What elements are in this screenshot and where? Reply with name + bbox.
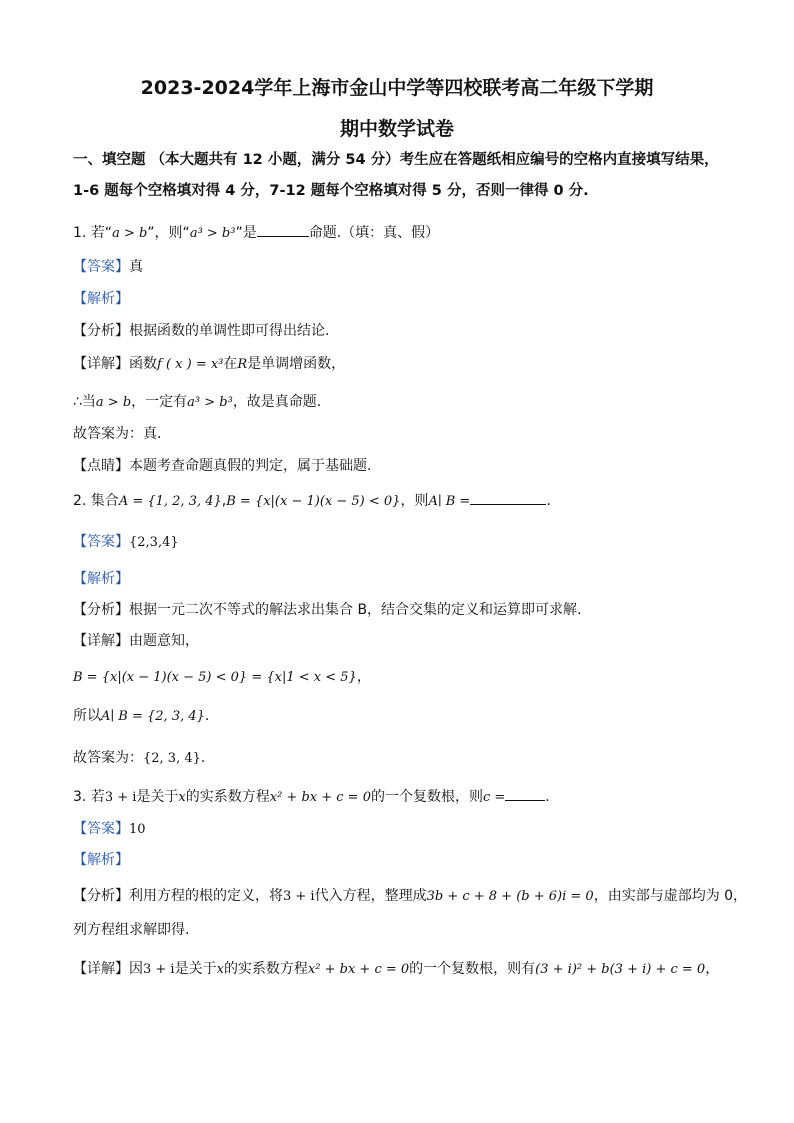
- q2-result-text: A∣ B = {2, 3, 4}: [101, 709, 205, 724]
- section-heading: 一、填空题 （本大题共有 12 小题，满分 54 分）考生应在答题纸相应编号的空格内直接填写结果，1-6 题每个空格填对得 4 分，7-12 题每个空格填对得 5 分，否则一律得 0 分.: [73, 152, 719, 199]
- q2-analysis: [73, 568, 129, 588]
- document-subtitle: 期中数学试卷: [339, 118, 454, 140]
- q2-final-end: .: [200, 750, 206, 766]
- q3-detail-d: 的一个复数根，则有: [409, 961, 536, 977]
- q3-detail-a: 因: [129, 961, 143, 977]
- q3-end: .: [545, 789, 550, 805]
- answer-tag: 【答案】: [73, 259, 129, 275]
- q3-detail: [73, 958, 719, 978]
- q1-detail-a: 函数: [129, 356, 157, 372]
- question-1: [73, 222, 439, 242]
- q3-analysis: [73, 849, 129, 869]
- q1-step-b: ，一定有: [131, 394, 188, 410]
- q1-mid: ”，则“: [147, 225, 190, 241]
- q1-detail-c: 是单调增函数，: [247, 356, 346, 372]
- q3-fenxi-root: 3 + i: [283, 889, 315, 904]
- q1-comment: [73, 455, 371, 475]
- detail-tag: 【详解】: [73, 961, 129, 977]
- q2-comma: ,: [221, 493, 227, 509]
- q1-answer: [73, 256, 143, 276]
- analysis-tag: 【解析】: [73, 571, 129, 587]
- q1-analysis: [73, 288, 129, 308]
- q2-final-value: {2, 3, 4}: [143, 751, 201, 766]
- fenxi-tag: 【分析】: [73, 602, 129, 618]
- fenxi-tag: 【分析】: [73, 323, 129, 339]
- detail-tag: 【详解】: [73, 633, 129, 649]
- q1-fenxi-text: 根据函数的单调性即可得出结论.: [129, 323, 330, 339]
- q2-answer-blank[interactable]: [470, 504, 546, 505]
- q3-answer: [73, 818, 146, 838]
- q3-detail-c: 的实系数方程: [223, 961, 308, 977]
- q1-conclusion: a³ > b³: [189, 226, 236, 241]
- q2-detail-text: 由题意知，: [129, 633, 199, 649]
- q1-step-conclusion: a³ > b³: [187, 395, 233, 410]
- q3-number: 3. 若: [73, 789, 105, 805]
- q3-fenxi: [73, 885, 747, 905]
- q1-detail: [73, 353, 345, 373]
- q3-detail-root: 3 + i: [143, 962, 175, 977]
- q2-fenxi-text: 根据一元二次不等式的解法求出集合 B，结合交集的定义和运算即可求解.: [129, 602, 582, 618]
- answer-tag: 【答案】: [73, 534, 129, 550]
- q3-answer-value: 10: [129, 822, 146, 837]
- q1-tail: 命题.（填：真、假）: [308, 225, 440, 241]
- q1-detail-function: f ( x ) = x³: [157, 357, 224, 372]
- q1-step-a: ∴当: [73, 394, 96, 410]
- q3-var: x: [178, 790, 186, 805]
- q2-equation-text: B = {x|(x − 1)(x − 5) < 0} = {x|1 < x < 5}: [73, 670, 357, 685]
- answer-tag: 【答案】: [73, 821, 129, 837]
- q1-comment-text: 本题考查命题真假的判定，属于基础题.: [129, 458, 372, 474]
- q1-answer-value: 真: [129, 259, 143, 275]
- q2-final: [73, 747, 205, 767]
- q2-then: ，则: [400, 493, 429, 509]
- q2-so: 所以: [73, 708, 101, 724]
- fenxi-tag: 【分析】: [73, 888, 129, 904]
- q1-end: ”是: [235, 225, 257, 241]
- q2-set-b: B = {x|(x − 1)(x − 5) < 0}: [226, 494, 401, 509]
- detail-tag: 【详解】: [73, 356, 129, 372]
- q2-end: .: [546, 493, 551, 509]
- q3-root: 3 + i: [104, 790, 137, 805]
- q3-equation: x² + bx + c = 0: [269, 790, 371, 805]
- q3-fenxi-c: ，由实部与虚部均为 0，: [593, 888, 748, 904]
- q2-equation: [73, 666, 371, 686]
- q1-fenxi: [73, 320, 329, 340]
- q1-condition: a > b: [112, 226, 148, 241]
- q3-ask: c =: [482, 790, 506, 805]
- q1-detail-b: 在: [223, 356, 238, 372]
- q1-step-condition: a > b: [95, 395, 132, 410]
- analysis-tag: 【解析】: [73, 291, 129, 307]
- q2-ask: A∣ B =: [428, 494, 471, 509]
- q2-result: [73, 705, 209, 725]
- q1-answer-blank[interactable]: [257, 236, 309, 237]
- question-3: [73, 786, 550, 806]
- q3-answer-blank[interactable]: [505, 800, 545, 801]
- q3-detail-var: x: [216, 962, 224, 977]
- q2-set-a: A = {1, 2, 3, 4}: [118, 494, 222, 509]
- q2-final-a: 故答案为：: [73, 750, 143, 766]
- analysis-tag: 【解析】: [73, 852, 129, 868]
- q1-step: [73, 391, 321, 411]
- q2-number: 2. 集合: [73, 493, 119, 509]
- q1-final: 故答案为：真.: [73, 426, 162, 442]
- q3-fenxi-line2: 列方程组求解即得.: [73, 922, 190, 938]
- q2-fenxi: [73, 599, 582, 619]
- q3-detail-equation: x² + bx + c = 0: [307, 962, 410, 977]
- q3-is-root-b: 的实系数方程: [185, 789, 270, 805]
- q3-is-root-c: 的一个复数根，则: [370, 789, 483, 805]
- q3-is-root-a: 是关于: [136, 789, 179, 805]
- q3-detail-end: ，: [705, 961, 720, 977]
- q1-detail-R: R: [237, 357, 248, 372]
- q2-answer: [73, 531, 179, 551]
- q1-number: 1. 若“: [73, 225, 113, 241]
- q2-detail: [73, 630, 199, 650]
- q2-result-end: .: [204, 708, 210, 724]
- q3-fenxi-a: 利用方程的根的定义，将: [129, 888, 283, 904]
- q2-equation-end: ，: [356, 669, 371, 685]
- q3-fenxi-equation: 3b + c + 8 + (b + 6)i = 0: [426, 889, 594, 904]
- document-title: 2023-2024学年上海市金山中学等四校联考高二年级下学期: [140, 77, 654, 99]
- comment-tag: 【点睛】: [73, 458, 129, 474]
- q3-detail-substitution: (3 + i)² + b(3 + i) + c = 0: [535, 962, 706, 977]
- question-2: [73, 490, 551, 510]
- q3-detail-b: 是关于: [174, 961, 217, 977]
- q3-fenxi-b: 代入方程，整理成: [314, 888, 427, 904]
- q1-step-c: ，故是真命题.: [232, 394, 322, 410]
- q2-answer-value: {2,3,4}: [129, 535, 179, 550]
